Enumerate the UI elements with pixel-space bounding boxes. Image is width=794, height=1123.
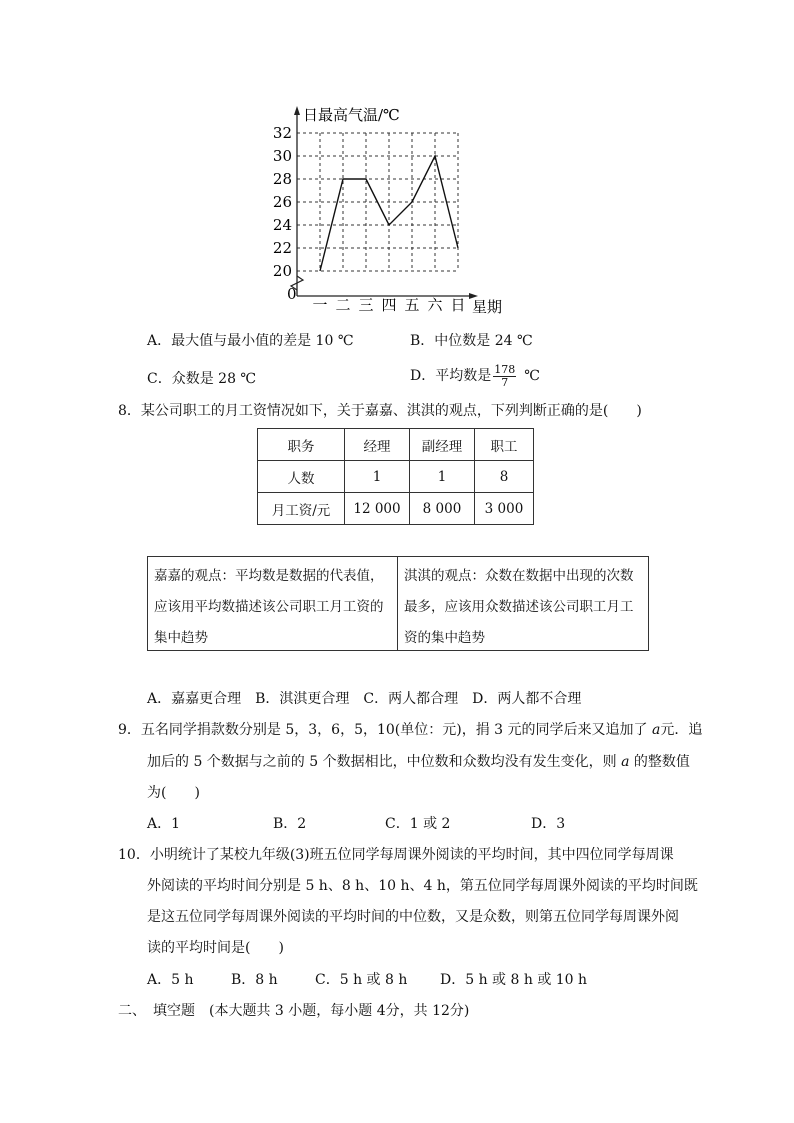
- q9-line-2: [147, 752, 690, 772]
- q10-option-b: B．8 h: [231, 972, 278, 988]
- x-tick-label: 日: [450, 296, 466, 314]
- table-header-cell: 职务: [258, 429, 345, 461]
- y-axis-label: 日最高气温/℃: [303, 106, 400, 124]
- x-tick-label: 一: [312, 296, 328, 314]
- q7-option-b: B．中位数是 24 ℃: [410, 333, 533, 349]
- q9-line-2-text: 加后的 5 个数据与之前的 5 个数据相比，中位数和众数均没有发生变化，则: [147, 754, 622, 770]
- q9-option-a: A．1: [147, 816, 181, 832]
- table-row: [258, 493, 534, 525]
- table-header-cell: 职工: [475, 429, 534, 461]
- q9-line-1: [118, 720, 702, 740]
- y-tick-label: 32: [272, 124, 292, 142]
- y-tick-labels: [273, 124, 292, 280]
- y-tick-label: 20: [272, 262, 292, 280]
- section-2-title: 二、 填空题 (本大题共 3 小题，每小题 4分，共 12分): [118, 1003, 470, 1019]
- y-tick-label: 22: [272, 239, 292, 257]
- q9-line-2-tail: 的整数值: [629, 754, 690, 770]
- table-row: [258, 461, 534, 493]
- y-tick-label: 30: [272, 147, 292, 165]
- q9-line-1-tail: 元．追: [660, 722, 703, 738]
- q10-option-c: C．5 h 或 8 h: [315, 972, 408, 988]
- temperature-line-chart: [0, 0, 794, 330]
- q10-line-4: 读的平均时间是( ): [147, 940, 284, 956]
- table-cell: 8 000: [410, 493, 475, 525]
- viewpoint-jiajia: 嘉嘉的观点：平均数是数据的代表值，应该用平均数描述该公司职工月工资的集中趋势: [148, 557, 398, 650]
- table-cell: 1: [345, 461, 410, 493]
- x-tick-label: 二: [335, 296, 351, 314]
- q9-option-b: B．2: [273, 816, 307, 832]
- fraction-denominator: 7: [501, 375, 509, 389]
- q7-option-d-suffix: ℃: [524, 368, 540, 384]
- table-header-cell: 经理: [345, 429, 410, 461]
- q10-line-2: 外阅读的平均时间分别是 5 h、8 h、10 h、4 h，第五位同学每周课外阅读的平均时间既: [147, 878, 698, 894]
- viewpoints-box: [147, 556, 649, 651]
- q9-option-c: C．1 或 2: [385, 816, 451, 832]
- q7-option-c: C．众数是 28 ℃: [147, 371, 257, 387]
- fraction-numerator: 178: [494, 362, 516, 376]
- q7-option-a: A．最大值与最小值的差是 10 ℃: [147, 333, 354, 349]
- q10-option-a: A．5 h: [147, 972, 194, 988]
- y-tick-label: 24: [272, 216, 292, 234]
- q10-line-1: 10．小明统计了某校九年级(3)班五位同学每周课外阅读的平均时间，其中四位同学每周课: [118, 847, 674, 863]
- q9-line-3: 为( ): [147, 785, 200, 801]
- table-cell: 12 000: [345, 493, 410, 525]
- q8-stem: 8．某公司职工的月工资情况如下，关于嘉嘉、淇淇的观点，下列判断正确的是( ): [118, 403, 642, 419]
- x-tick-labels: [312, 296, 465, 314]
- q9-line-1-text: 9．五名同学捐款数分别是 5，3，6，5，10(单位：元)，捐 3 元的同学后来又追加了: [118, 722, 652, 738]
- table-cell: 月工资/元: [258, 493, 345, 525]
- x-axis-label: 星期: [472, 298, 503, 316]
- x-tick-label: 四: [381, 296, 397, 314]
- q7-option-d-prefix: D．平均数是: [410, 368, 492, 384]
- table-cell: 8: [475, 461, 534, 493]
- table-cell: 人数: [258, 461, 345, 493]
- q7-option-d: [410, 356, 540, 396]
- variable-a: a: [621, 754, 630, 770]
- viewpoint-qiqi: 淇淇的观点：众数在数据中出现的次数最多，应该用众数描述该公司职工月工资的集中趋势: [404, 568, 634, 646]
- table-header-cell: 副经理: [410, 429, 475, 461]
- q10-option-d: D．5 h 或 8 h 或 10 h: [440, 972, 588, 988]
- table-header-row: [258, 429, 534, 461]
- x-tick-label: 三: [358, 296, 374, 314]
- fraction: [493, 364, 516, 389]
- q9-option-d: D．3: [531, 816, 566, 832]
- x-tick-label: 六: [427, 296, 443, 314]
- variable-a: a: [651, 722, 661, 738]
- y-tick-label: 28: [272, 170, 292, 188]
- q8-options: A．嘉嘉更合理 B．淇淇更合理 C．两人都合理 D．两人都不合理: [147, 691, 582, 707]
- salary-table: [257, 428, 534, 525]
- y-tick-label: 26: [272, 193, 292, 211]
- y-axis-arrow: [294, 106, 300, 115]
- table-cell: 3 000: [475, 493, 534, 525]
- x-tick-label: 五: [404, 296, 420, 314]
- q10-line-3: 是这五位同学每周课外阅读的平均时间的中位数，又是众数，则第五位同学每周课外阅: [147, 909, 679, 925]
- table-cell: 1: [410, 461, 475, 493]
- origin-label: 0: [287, 285, 297, 303]
